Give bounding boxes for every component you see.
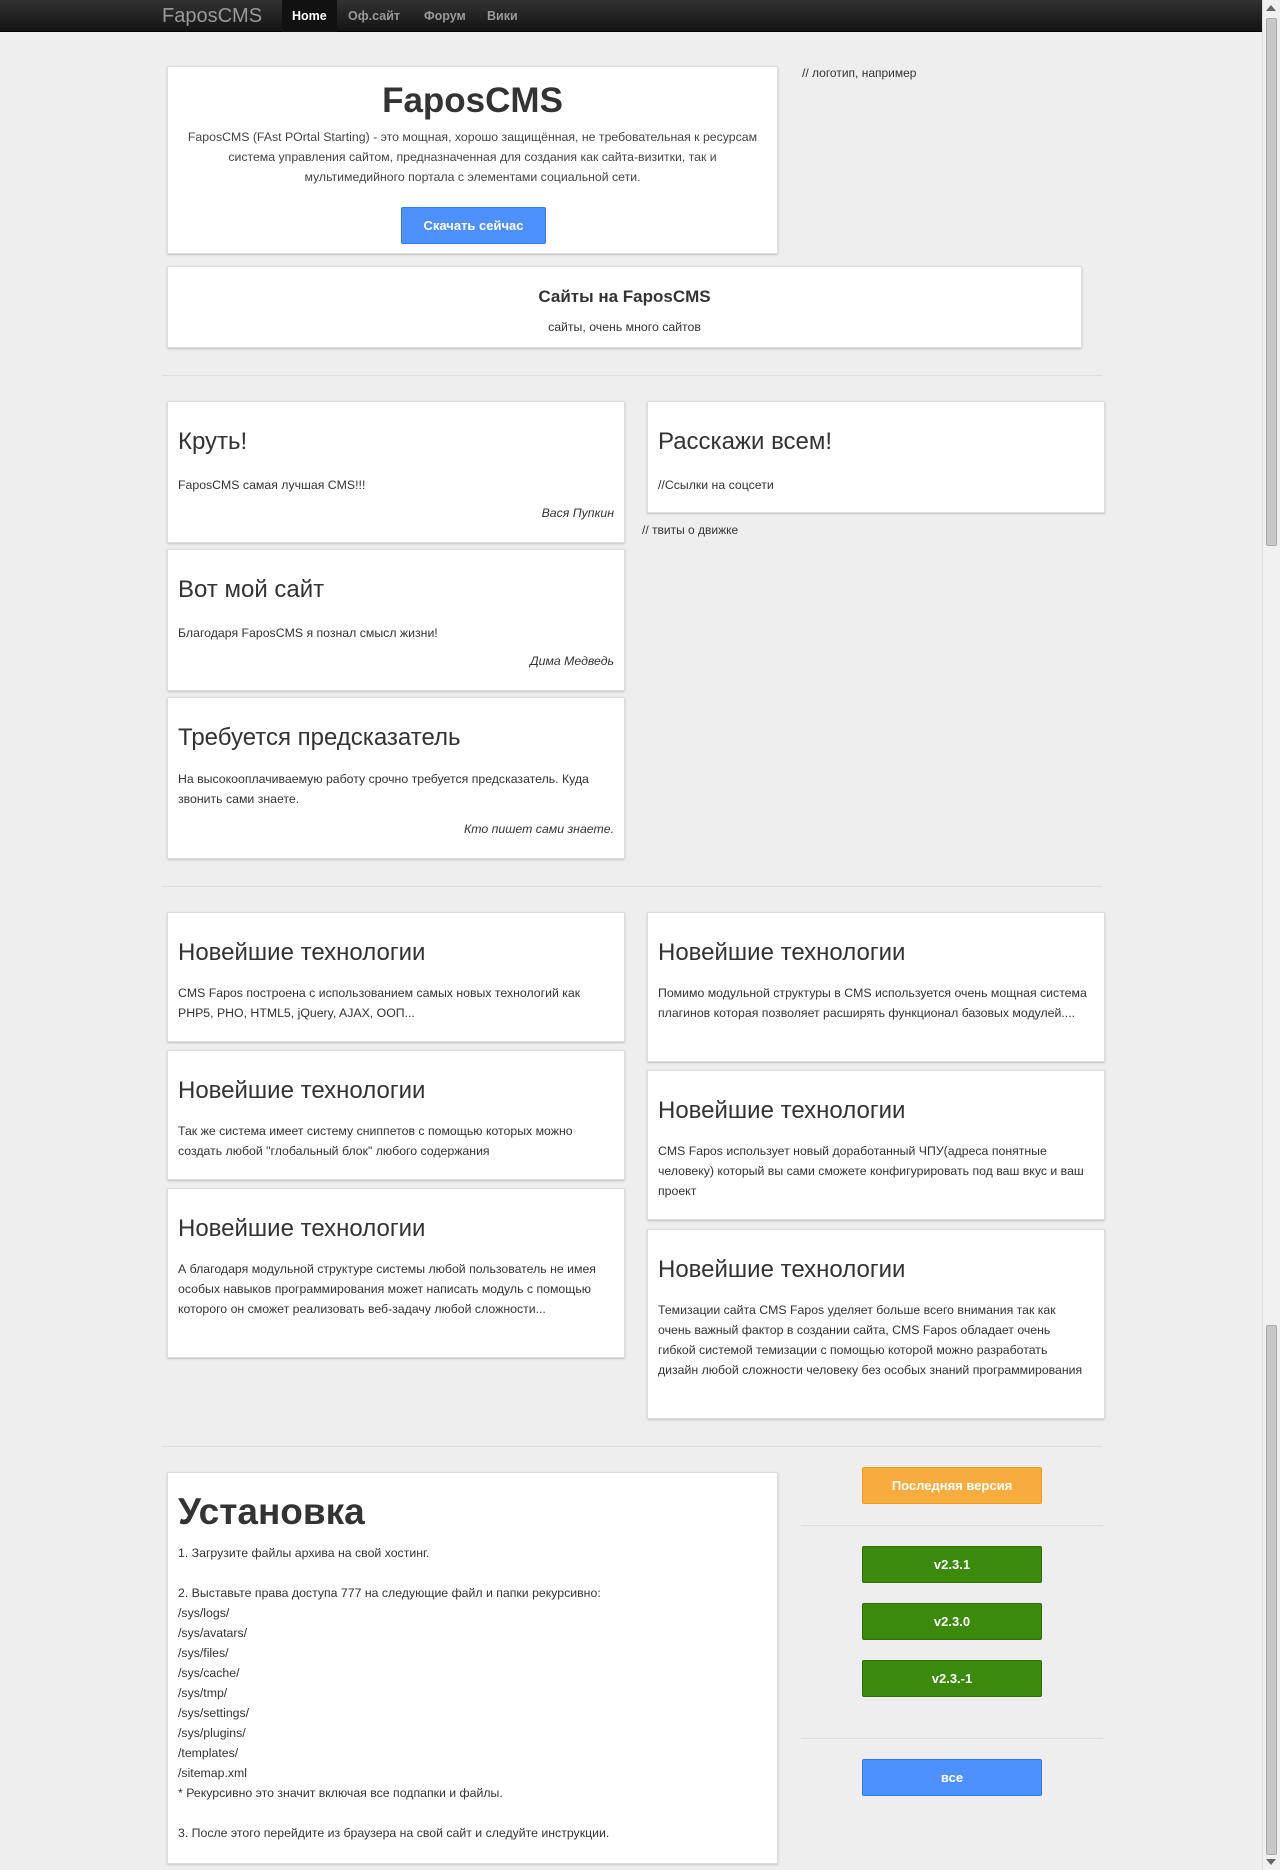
testimonial-text: На высокооплачиваемую работу срочно требуется предсказатель. Куда звонить сами знаете.: [178, 772, 589, 806]
version-button[interactable]: v2.3.0: [862, 1603, 1042, 1640]
top-navbar: [0, 0, 1262, 32]
hero-card: [167, 66, 778, 254]
feature-card: [647, 912, 1105, 1062]
install-card: [167, 1472, 778, 1864]
nav-wiki[interactable]: Вики: [487, 9, 518, 23]
install-title: Установка: [178, 1491, 365, 1532]
install-step: 1. Загрузите файлы архива на свой хостинг.: [178, 1546, 430, 1560]
feature-text: Помимо модульной структуры в CMS используется очень мощная система плагинов которая позволяет расширять функционал базовых модулей....: [658, 986, 1087, 1020]
logo-note: // логотип, например: [802, 66, 917, 80]
section-divider: [162, 886, 1102, 887]
section-divider: [162, 1446, 1102, 1447]
vertical-scrollbar[interactable]: [1262, 0, 1280, 1870]
testimonial-card: [167, 549, 625, 691]
install-step: 3. После этого перейдите из браузера на свой сайт и следуйте инструкции.: [178, 1826, 610, 1840]
install-path: /sys/cache/: [178, 1666, 240, 1680]
feature-text: Так же система имеет систему сниппетов с помощью которых можно создать любой "глобальный блок" любого содержания: [178, 1124, 573, 1158]
scroll-up-icon[interactable]: [1266, 5, 1276, 11]
feature-card: [647, 1070, 1105, 1220]
share-card: [647, 401, 1105, 513]
nav-official-site[interactable]: Оф.сайт: [348, 9, 400, 23]
feature-card: [167, 912, 625, 1042]
install-path: /sys/files/: [178, 1646, 229, 1660]
install-path: /sys/logs/: [178, 1606, 230, 1620]
brand-logo[interactable]: FaposCMS: [162, 5, 263, 27]
download-button[interactable]: Скачать сейчас: [401, 207, 546, 244]
scroll-thumb-lower[interactable]: [1266, 1325, 1277, 1855]
testimonial-card: [167, 697, 625, 859]
feature-text: CMS Fapos построена с использованием самых новых технологий как PHP5, PHO, HTML5, jQuery, AJAX, ООП...: [178, 986, 581, 1020]
feature-title: Новейшие технологии: [658, 1097, 906, 1124]
feature-title: Новейшие технологии: [658, 939, 906, 966]
install-path: /sys/settings/: [178, 1706, 250, 1720]
install-path: /sys/avatars/: [178, 1626, 248, 1640]
testimonial-author: Вася Пупкин: [541, 506, 614, 520]
install-path: /templates/: [178, 1746, 239, 1760]
versions-divider: [801, 1525, 1103, 1526]
feature-card: [647, 1229, 1105, 1419]
testimonial-author: Кто пишет сами знаете.: [464, 822, 614, 836]
versions-divider: [801, 1738, 1103, 1739]
feature-text: Темизации сайта CMS Fapos уделяет больше всего внимания так как очень важный фактор в создании сайта, CMS Fapos обладает очень гибкой системой темизации с помощью которой можно разработать дизайн любой сложности человеку без особых знаний программирования: [658, 1303, 1083, 1377]
scroll-thumb[interactable]: [1266, 18, 1277, 546]
all-versions-button[interactable]: все: [862, 1759, 1042, 1796]
testimonial-title: Круть!: [178, 428, 248, 455]
nav-forum[interactable]: Форум: [424, 9, 466, 23]
scroll-down-icon[interactable]: [1266, 1859, 1276, 1865]
feature-card: [167, 1188, 625, 1358]
sites-card: [167, 266, 1082, 348]
nav-home[interactable]: Home: [282, 0, 337, 32]
feature-title: Новейшие технологии: [658, 1256, 906, 1283]
share-title: Расскажи всем!: [658, 428, 833, 455]
install-path: /sitemap.xml: [178, 1766, 248, 1780]
sites-subtitle: сайты, очень много сайтов: [548, 320, 701, 334]
version-button[interactable]: v2.3.1: [862, 1546, 1042, 1583]
feature-text: CMS Fapos использует новый доработанный ЧПУ(адреса понятные человеку) который вы сами сможете конфигурировать под ваш вкус и ваш проект: [658, 1144, 1084, 1198]
install-path: /sys/plugins/: [178, 1726, 246, 1740]
tweets-note: // твиты о движке: [642, 523, 739, 537]
install-step: 2. Выставьте права доступа 777 на следующие файл и папки рекурсивно:: [178, 1586, 601, 1600]
feature-title: Новейшие технологии: [178, 939, 426, 966]
social-links-placeholder: //Ссылки на соцсети: [658, 478, 774, 492]
testimonial-text: FaposCMS самая лучшая CMS!!!: [178, 478, 366, 492]
testimonial-author: Дима Медведь: [529, 654, 614, 668]
testimonial-title: Требуется предсказатель: [178, 724, 461, 751]
version-button[interactable]: v2.3.-1: [862, 1660, 1042, 1697]
feature-title: Новейшие технологии: [178, 1077, 426, 1104]
feature-title: Новейшие технологии: [178, 1215, 426, 1242]
section-divider: [162, 375, 1102, 376]
hero-title: FaposCMS: [382, 81, 563, 120]
feature-card: [167, 1050, 625, 1180]
testimonial-card: [167, 401, 625, 543]
testimonial-title: Вот мой сайт: [178, 576, 325, 603]
latest-version-button[interactable]: Последняя версия: [862, 1467, 1042, 1504]
install-note: * Рекурсивно это значит включая все подпапки и файлы.: [178, 1786, 503, 1800]
testimonial-text: Благодаря FaposCMS я познал смысл жизни!: [178, 626, 438, 640]
hero-description: FaposCMS (FAst POrtal Starting) - это мощная, хорошо защищённая, не требовательная к ресурсам система управления сайтом, предназначенная для создания как сайта-визитки, так и мультимедийного портала с элементами социальной сети.: [187, 130, 758, 184]
feature-text: А благодаря модульной структуре системы любой пользователь не имея особых навыков программирования может написать модуль с помощью которого он сможет реализовать веб-задачу любой сложности...: [178, 1262, 596, 1316]
sites-title: Сайты на FaposCMS: [538, 287, 711, 306]
install-path: /sys/tmp/: [178, 1686, 228, 1700]
